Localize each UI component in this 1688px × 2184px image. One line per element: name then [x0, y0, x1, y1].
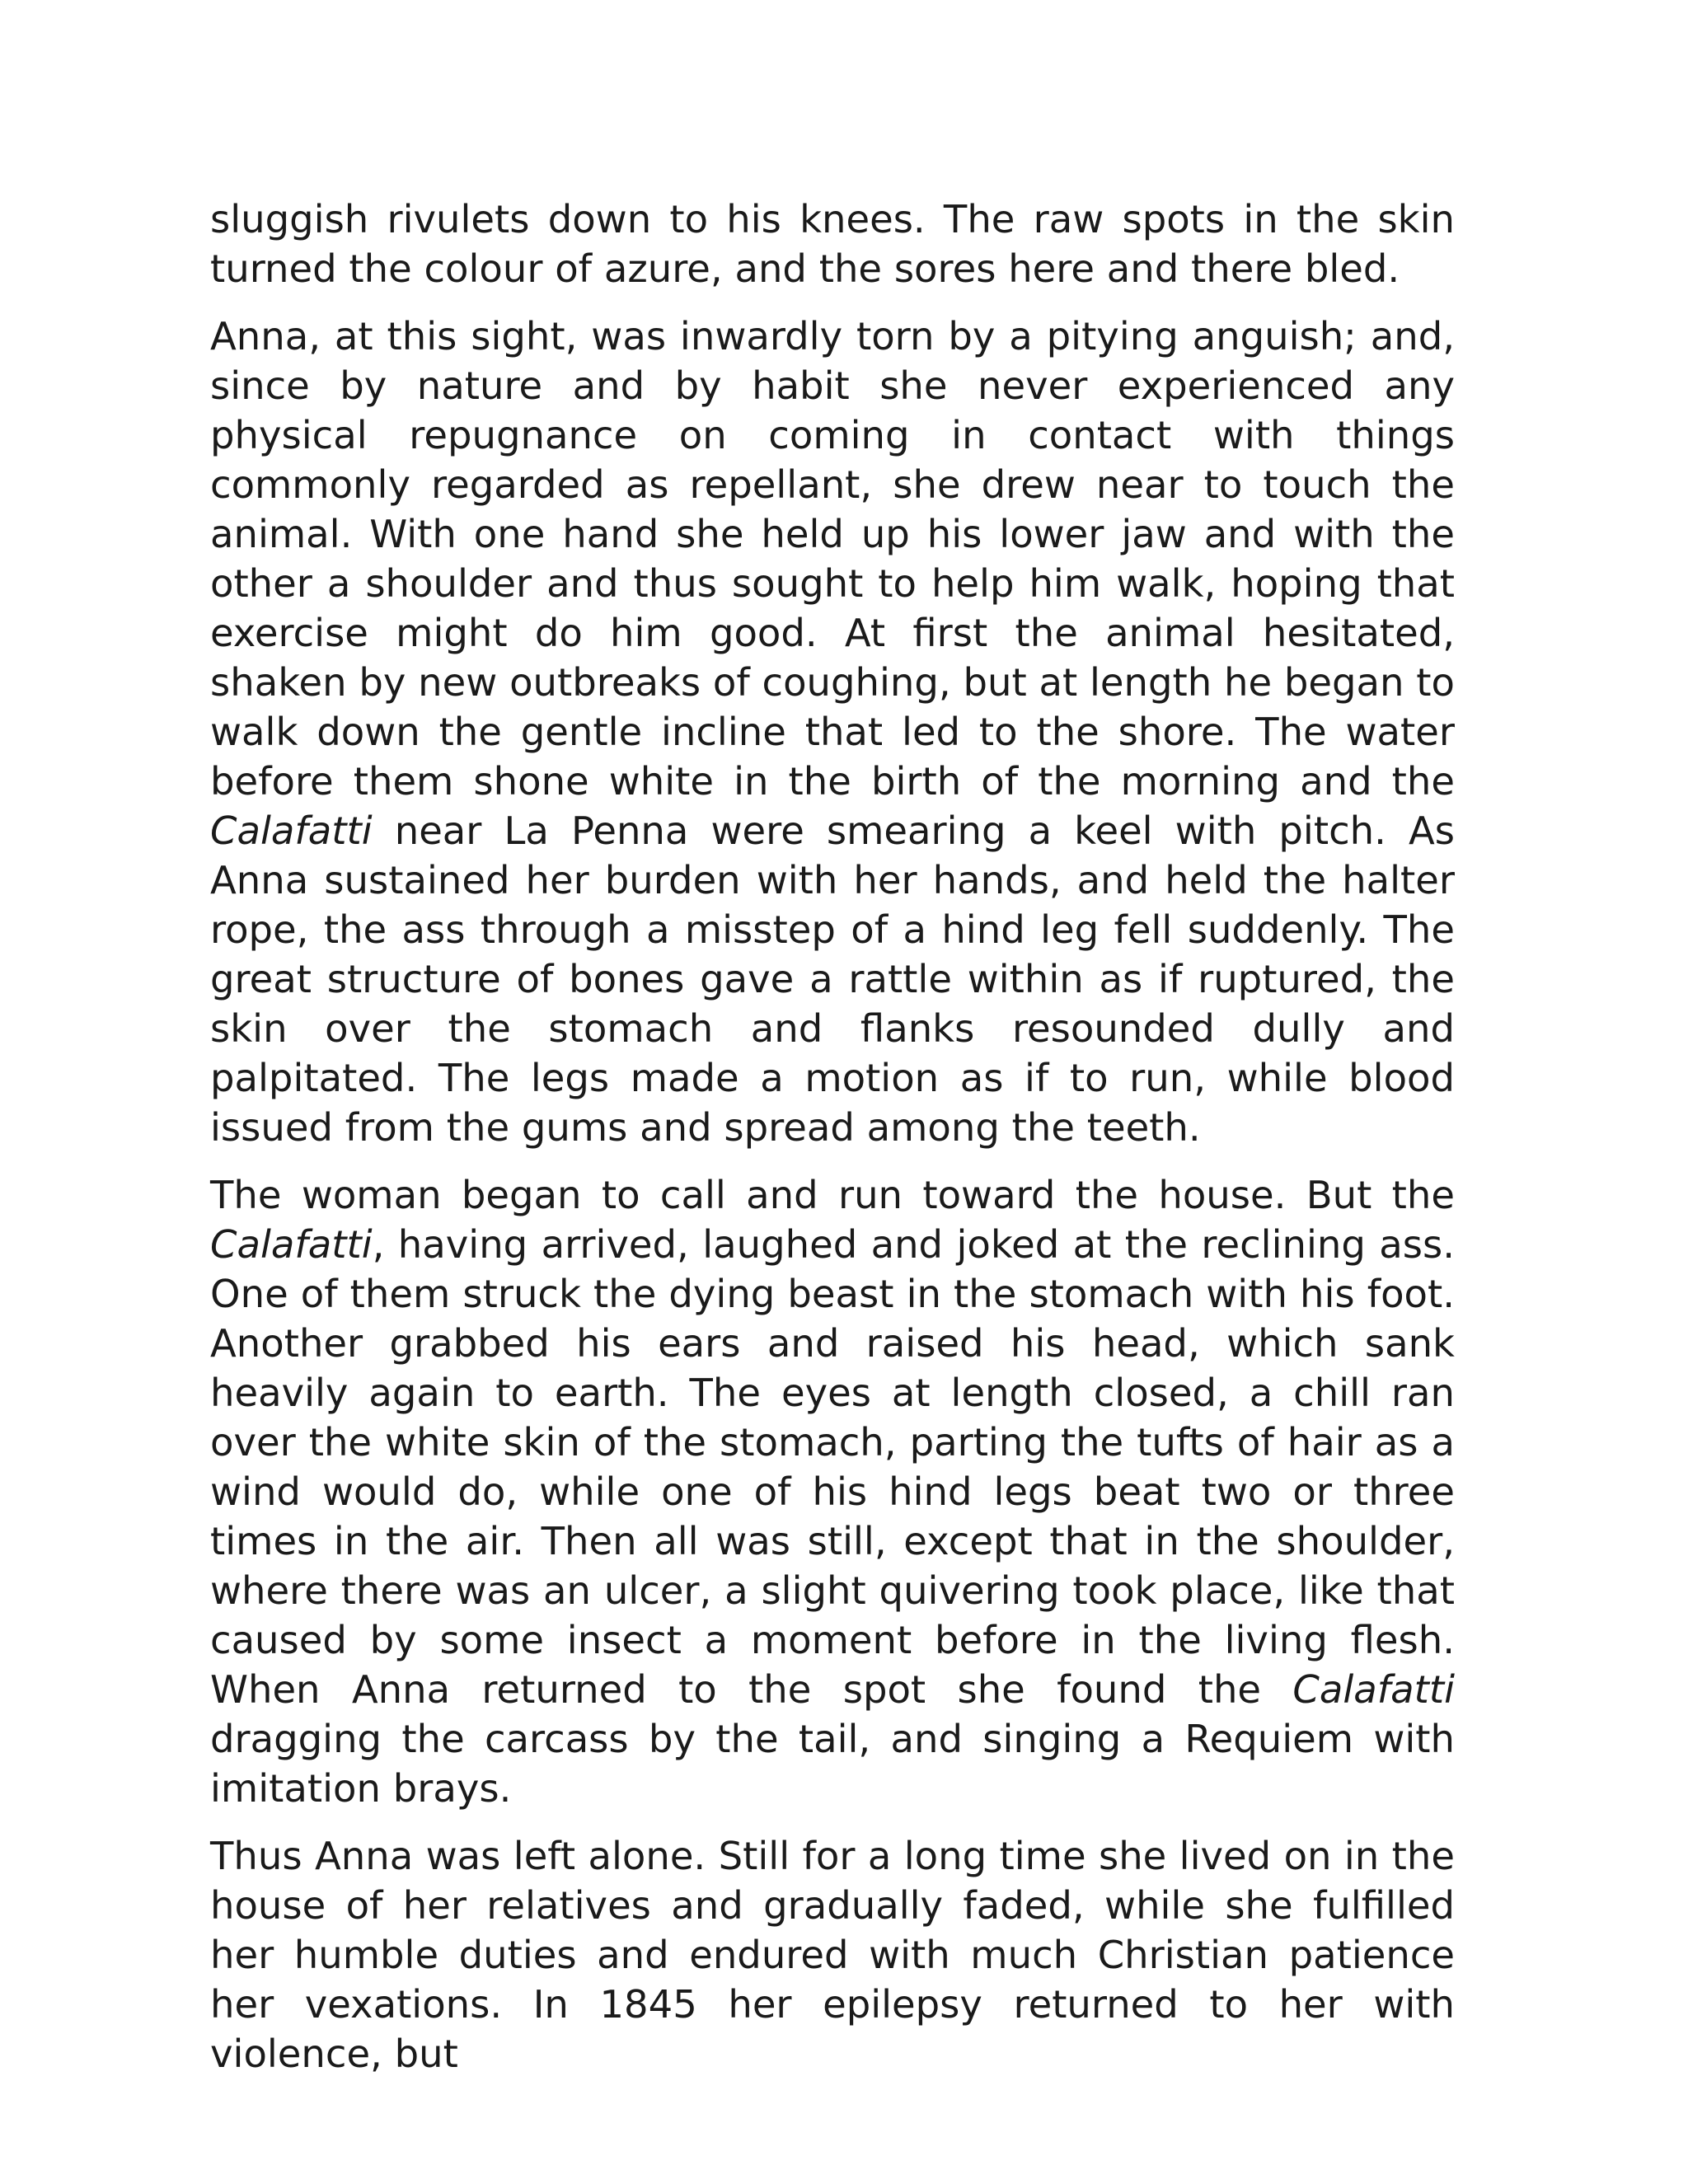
text-run: , having arrived, laughed and joked at the reclining ass. One of them struck the dying beast in the stomach with his foot. Another grabbed his ears and raised his head, which sank heavily again to earth. The eyes at length closed, a chill ran over the white skin of the stomach, parting the tufts of hair as a wind would do, while one of his hind legs beat two or three times in the air. Then all was still, except that in the shoulder, where there was an ulcer, a slight quivering took place, like that caused by some insect a moment before in the living flesh. When Anna returned to the spot she found the	[210, 1222, 1455, 1712]
paragraph-2	[210, 312, 1455, 1152]
paragraph-1	[210, 194, 1455, 293]
text-run: Thus Anna was left alone. Still for a long time she lived on in the house of her relatives and gradually faded, while she fulfilled her humble duties and endured with much Christian patience her vexations. In 1845 her epilepsy returned to her with violence, but	[210, 1834, 1455, 2076]
text-run: Anna, at this sight, was inwardly torn by a pitying anguish; and, since by nature and by habit she never experienced any physical repugnance on coming in contact with things commonly regarded as repellant, she drew near to touch the animal. With one hand she held up his lower jaw and with the other a shoulder and thus sought to help him walk, hoping that exercise might do him good. At first the animal hesitated, shaken by new outbreaks of coughing, but at length he began to walk down the gentle incline that led to the shore. The water before them shone white in the birth of the morning and the	[210, 314, 1455, 804]
text-run: sluggish rivulets down to his knees. The raw spots in the skin turned the colour of azure, and the sores here and there bled.	[210, 197, 1455, 291]
text-run: near La Penna were smearing a keel with pitch. As Anna sustained her burden with her hands, and held the halter rope, the ass through a misstep of a hind leg fell suddenly. The great structure of bones gave a rattle within as if ruptured, the skin over the stomach and flanks resounded dully and palpitated. The legs made a motion as if to run, while blood issued from the gums and spread among the teeth.	[210, 808, 1455, 1150]
italic-term-calafatti: Calafatti	[1292, 1667, 1455, 1712]
paragraph-4	[210, 1831, 1455, 2079]
italic-term-calafatti: Calafatti	[210, 1222, 373, 1267]
paragraph-3	[210, 1170, 1455, 1813]
text-run: The woman began to call and run toward the house. But the	[210, 1173, 1455, 1217]
body-text	[210, 194, 1455, 2097]
text-run: dragging the carcass by the tail, and singing a Requiem with imitation brays.	[210, 1717, 1455, 1811]
italic-term-calafatti: Calafatti	[210, 808, 373, 853]
